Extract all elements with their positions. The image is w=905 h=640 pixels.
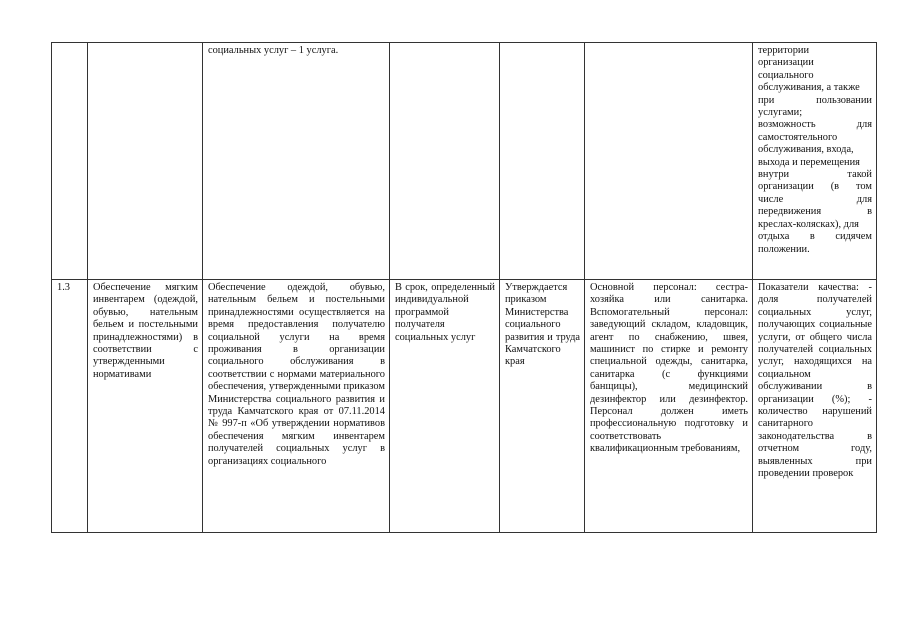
table-cell [88,280,203,533]
text-line: числе для [758,193,872,205]
text-line: возможность для [758,119,872,131]
table-row [52,43,877,280]
table-cell [203,43,390,280]
continuation-text: социальных услуг – 1 услуга. [208,45,339,56]
text-line: организации (в том [758,181,872,193]
text-line: обслуживания, входа, [758,144,854,156]
service-name: Обеспечение мягким инвентарем (одеждой, обувью, нательным бельем и постельными принадлежностями) в соответствии с утвержденными нормативами [93,282,198,380]
text-line: при пользовании [758,94,872,106]
table-cell [753,43,877,280]
text-line: отдыха в сидячем [758,231,872,243]
table-cell [390,280,500,533]
table-cell [753,280,877,533]
text-line: социального [758,69,814,81]
row-number: 1.3 [57,282,70,293]
text-line: передвижения в [758,206,872,218]
text-line: услугами; [758,107,803,119]
text-line: обслуживания, а также [758,82,860,94]
table-cell [52,43,88,280]
service-staff: Основной персонал: сестра-хозяйка или санитарка. Вспомогательный персонал: заведующий складом, кладовщик, агент по снабжению, швея, машинист по стирке и ремонту специальной одежды, санитарка, санитарка (с функциями банщицы), медицинский дезинфектор или дезинфектор. Персонал должен иметь профессиональную подготовку и соответствовать квалификационным требованиям, [590,282,748,455]
text-line: организации [758,57,814,69]
table-cell [585,43,753,280]
table-cell [52,280,88,533]
table-cell [390,43,500,280]
table-cell [203,280,390,533]
text-line: положении. [758,243,810,255]
table-cell [88,43,203,280]
table-cell [500,43,585,280]
text-line: внутри такой [758,169,872,181]
service-term: В срок, определенный индивидуальной программой получателя социальных услуг [395,282,495,343]
service-description: Обеспечение одеждой, обувью, нательным бельем и постельными принадлежностями осуществляется на время предоставления получателю социальной услуги на время проживания в организации социального обслуживания в соответствии с нормами материального обеспечения, утвержденными приказом Министерства социального развития и труда Камчатского края от 07.11.2014 № 997-п «Об утверждении нормативов обеспечения мягким инвентарем получателей социальных услуг в организациях социального [208,282,385,467]
accessibility-requirements [758,45,872,256]
text-line: территории [758,45,810,56]
services-table [51,42,877,533]
service-tariff: Утверждается приказом Министерства социального развития и труда Камчатского края [505,282,580,368]
text-line: выхода и перемещения [758,156,860,168]
text-line: самостоятельного [758,131,838,143]
quality-indicators: Показатели качества: - доля получателей социальных услуг, получающих социальные услуги, от общего числа получателей социальных услуг, находящихся на социальном обслуживании в организации (%); - количество нарушений санитарного законодательства в отчетном году, выявленных при проведении проверок [758,282,872,480]
table-cell [500,280,585,533]
table-row [52,280,877,533]
text-line: креслах-колясках), для [758,218,859,230]
table-cell [585,280,753,533]
